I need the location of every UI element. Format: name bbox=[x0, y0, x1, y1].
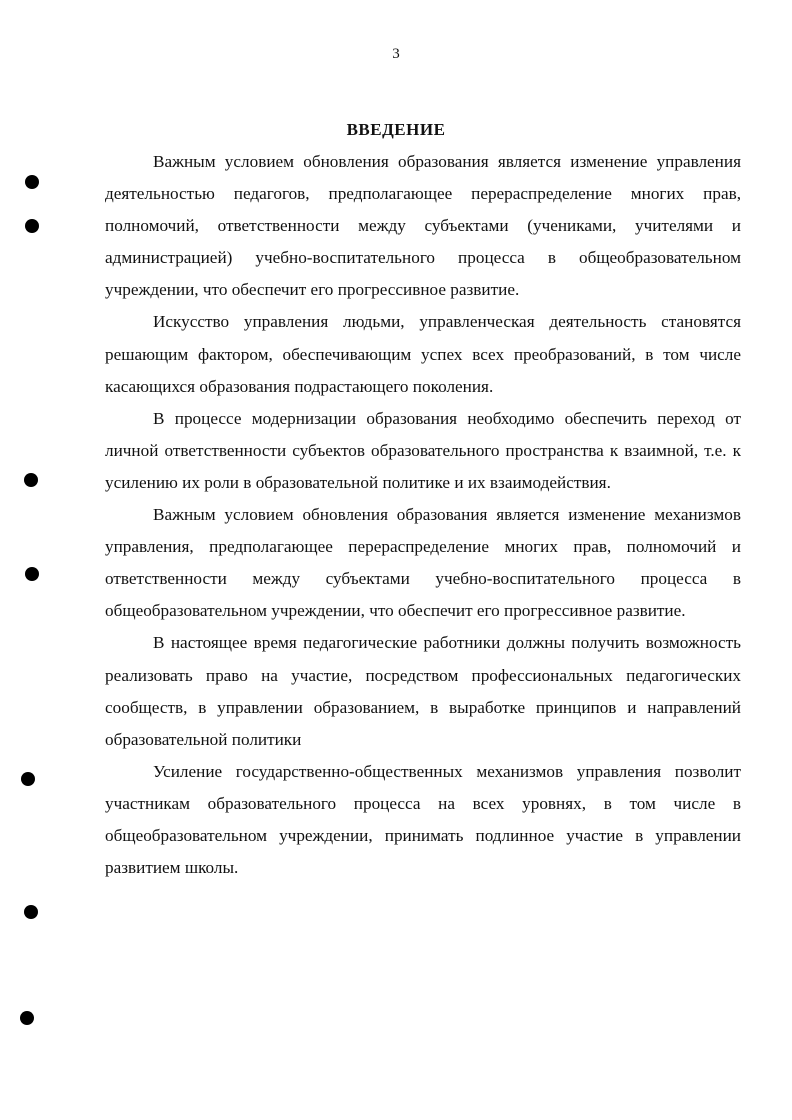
binder-hole-mark bbox=[20, 1011, 34, 1025]
page-number: 3 bbox=[392, 46, 400, 62]
binder-hole-mark bbox=[25, 175, 39, 189]
paragraph-4: Важным условием обновления образования является изменение механизмов управления, предполагающее перераспределение многих прав, полномочий и ответственности между субъектами учебно-воспитательного процесса в общеобразовательном учреждении, что обеспечит его прогрессивное развитие. bbox=[105, 505, 741, 621]
binder-hole-mark bbox=[25, 567, 39, 581]
paragraph-5: В настоящее время педагогические работники должны получить возможность реализовать право на участие, посредством профессиональных педагогических сообществ, в управлении образованием, в выработке принципов и направлений образовательной политики bbox=[105, 633, 741, 749]
paragraph-6: Усиление государственно-общественных механизмов управления позволит участникам образовательного процесса на всех уровнях, в том числе в общеобразовательном учреждении, принимать подлинное участие в управлении развитием школы. bbox=[105, 761, 741, 878]
paragraph-2: Искусство управления людьми, управленческая деятельность становятся решающим фактором, обеспечивающим успех всех преобразований, в том числе касающихся образования подрастающего поколения. bbox=[105, 312, 741, 396]
section-title: ВВЕДЕНИЕ bbox=[346, 120, 446, 139]
binder-hole-mark bbox=[25, 219, 39, 233]
body-text bbox=[105, 146, 741, 884]
binder-hole-mark bbox=[24, 473, 38, 487]
paragraph-3: В процессе модернизации образования необходимо обеспечить переход от личной ответственности субъектов образовательного пространства к взаимной, т.е. к усилению их роли в образовательной политике и их взаимодействия. bbox=[105, 408, 741, 492]
binder-hole-mark bbox=[21, 772, 35, 786]
binder-hole-mark bbox=[24, 905, 38, 919]
paragraph-1: Важным условием обновления образования является изменение управления деятельностью педагогов, предполагающее перераспределение многих прав, полномочий, ответственности между субъектами (учениками, учителями и администрацией) учебно-воспитательного процесса в общеобразовательном учреждении, что обеспечит его прогрессивное развитие. bbox=[105, 152, 741, 300]
